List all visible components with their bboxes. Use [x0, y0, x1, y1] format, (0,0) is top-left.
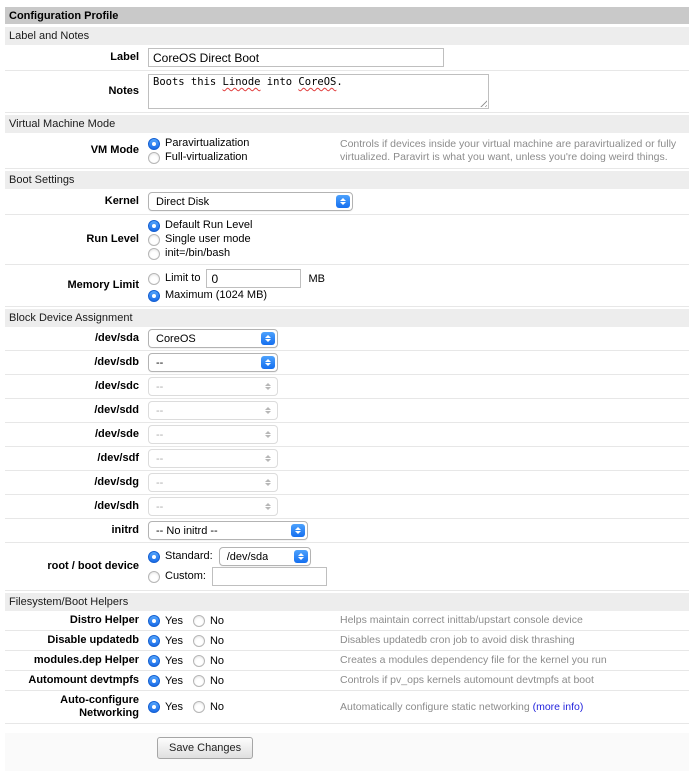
- section-virtual-machine-mode: Virtual Machine Mode: [5, 115, 689, 133]
- root-boot-device-label: root / boot device: [47, 560, 139, 572]
- dev-sdf-label: /dev/sdf: [97, 452, 139, 464]
- initrd-label: initrd: [111, 524, 139, 536]
- kernel-row: [5, 189, 689, 215]
- standard-device-option: Standard: /dev/sda: [148, 547, 689, 566]
- dev-sde-select: --: [148, 425, 278, 444]
- select-stepper-icon: [261, 380, 275, 393]
- distro-helper-no-radio[interactable]: [193, 615, 205, 627]
- form-footer: [5, 733, 689, 771]
- distro-helper-label: Distro Helper: [69, 614, 139, 626]
- auto-configure-networking-no-radio[interactable]: [193, 701, 205, 713]
- limit-to-radio[interactable]: [148, 273, 160, 285]
- auto-configure-networking-label: Auto-configure Networking: [60, 694, 139, 719]
- dev-sdg-label: /dev/sdg: [94, 476, 139, 488]
- disable-updatedb-help-text: Disables updatedb cron job to avoid disk thrashing: [340, 634, 575, 646]
- vm-mode-row: [5, 133, 689, 169]
- full-virtualization-radio[interactable]: [148, 152, 160, 164]
- automount-devtmpfs-row: Automount devtmpfs Yes No Controls if pv_ops kernels automount devtmpfs at boot: [5, 671, 689, 691]
- default-run-level-radio[interactable]: [148, 220, 160, 232]
- maximum-memory-option[interactable]: Maximum (1024 MB): [148, 289, 689, 302]
- modules-dep-helper-label: modules.dep Helper: [33, 654, 139, 666]
- kernel-select[interactable]: Direct Disk: [148, 192, 353, 211]
- dev-sde-label: /dev/sde: [94, 428, 139, 440]
- init-binbash-option[interactable]: init=/bin/bash: [148, 247, 689, 260]
- select-stepper-icon: [261, 476, 275, 489]
- auto-configure-networking-row: Auto-configure Networking Yes No Automatically configure static networking (more info): [5, 691, 689, 724]
- root-boot-device-row: [5, 543, 689, 591]
- automount-devtmpfs-yes-radio[interactable]: [148, 675, 160, 687]
- dev-sde-row: [5, 423, 689, 447]
- select-stepper-icon: [336, 195, 350, 208]
- memory-unit-label: MB: [308, 272, 325, 285]
- memory-limit-input[interactable]: [206, 269, 301, 288]
- section-filesystem-boot-helpers: Filesystem/Boot Helpers: [5, 593, 689, 611]
- dev-sda-select[interactable]: CoreOS: [148, 329, 278, 348]
- dev-sdd-row: [5, 399, 689, 423]
- initrd-row: [5, 519, 689, 543]
- disable-updatedb-no-radio[interactable]: [193, 635, 205, 647]
- dev-sdh-label: /dev/sdh: [94, 500, 139, 512]
- memory-limit-label: Memory Limit: [67, 279, 139, 291]
- page-title: Configuration Profile: [5, 7, 689, 24]
- kernel-label: Kernel: [104, 195, 139, 207]
- initrd-select[interactable]: -- No initrd --: [148, 521, 308, 540]
- dev-sdh-row: [5, 495, 689, 519]
- dev-sdc-label: /dev/sdc: [94, 380, 139, 392]
- select-stepper-icon: [261, 428, 275, 441]
- distro-helper-yes-radio[interactable]: [148, 615, 160, 627]
- disable-updatedb-label: Disable updatedb: [47, 634, 139, 646]
- resize-grip-icon[interactable]: [478, 98, 487, 107]
- single-user-mode-radio[interactable]: [148, 234, 160, 246]
- paravirtualization-option[interactable]: Paravirtualization: [148, 137, 340, 150]
- automount-devtmpfs-label: Automount devtmpfs: [28, 674, 139, 686]
- modules-dep-yes-radio[interactable]: [148, 655, 160, 667]
- notes-text: .: [336, 76, 343, 88]
- auto-configure-networking-help-text: Automatically configure static networking (more info): [340, 700, 584, 713]
- dev-sdd-select: --: [148, 401, 278, 420]
- full-virtualization-option[interactable]: Full-virtualization: [148, 151, 340, 164]
- select-stepper-icon: [291, 524, 305, 537]
- notes-text: Boots this: [153, 76, 223, 88]
- dev-sda-row: [5, 327, 689, 351]
- notes-textarea[interactable]: [148, 74, 489, 109]
- section-boot-settings: Boot Settings: [5, 171, 689, 189]
- distro-helper-help-text: Helps maintain correct inittab/upstart console device: [340, 614, 583, 626]
- maximum-memory-radio[interactable]: [148, 290, 160, 302]
- section-block-device-assignment: Block Device Assignment: [5, 309, 689, 327]
- vm-mode-label: VM Mode: [90, 144, 139, 156]
- standard-device-radio[interactable]: [148, 551, 160, 563]
- custom-device-option: Custom:: [148, 567, 689, 586]
- dev-sdg-row: [5, 471, 689, 495]
- label-row: [5, 45, 689, 71]
- dev-sdf-select: --: [148, 449, 278, 468]
- dev-sdg-select: --: [148, 473, 278, 492]
- run-level-row: [5, 215, 689, 265]
- dev-sdf-row: [5, 447, 689, 471]
- automount-devtmpfs-no-radio[interactable]: [193, 675, 205, 687]
- auto-configure-networking-yes-radio[interactable]: [148, 701, 160, 713]
- custom-device-input[interactable]: [212, 567, 327, 586]
- dev-sdh-select: --: [148, 497, 278, 516]
- modules-dep-help-text: Creates a modules dependency file for the kernel you run: [340, 654, 607, 666]
- save-changes-button[interactable]: Save Changes: [157, 737, 253, 759]
- disable-updatedb-yes-radio[interactable]: [148, 635, 160, 647]
- dev-sdc-row: [5, 375, 689, 399]
- modules-dep-no-radio[interactable]: [193, 655, 205, 667]
- modules-dep-helper-row: modules.dep Helper Yes No Creates a modules dependency file for the kernel you run: [5, 651, 689, 671]
- select-stepper-icon: [261, 500, 275, 513]
- section-label-and-notes: Label and Notes: [5, 27, 689, 45]
- custom-device-radio[interactable]: [148, 571, 160, 583]
- select-stepper-icon: [294, 550, 308, 563]
- select-stepper-icon: [261, 452, 275, 465]
- single-user-mode-option[interactable]: Single user mode: [148, 233, 689, 246]
- dev-sdd-label: /dev/sdd: [94, 404, 139, 416]
- limit-to-option: Limit to 0 MB: [148, 269, 689, 288]
- more-info-link[interactable]: (more info): [532, 700, 584, 713]
- distro-helper-row: Distro Helper Yes No Helps maintain correct inittab/upstart console device: [5, 611, 689, 631]
- notes-text: into: [260, 76, 299, 88]
- label-input[interactable]: [148, 48, 444, 67]
- memory-limit-row: [5, 265, 689, 307]
- notes-misspelled-word: CoreOS: [298, 76, 337, 88]
- notes-misspelled-word: Linode: [222, 76, 261, 88]
- standard-device-select[interactable]: /dev/sda: [219, 547, 311, 566]
- init-binbash-radio[interactable]: [148, 248, 160, 260]
- vm-mode-help-text: Controls if devices inside your virtual machine are paravirtualized or fully virtualized. Paravirt is what you want, unless you're doing weird things.: [340, 137, 677, 163]
- run-level-label: Run Level: [86, 233, 139, 245]
- paravirtualization-radio[interactable]: [148, 138, 160, 150]
- dev-sdb-label: /dev/sdb: [94, 356, 139, 368]
- disable-updatedb-row: Disable updatedb Yes No Disables updatedb cron job to avoid disk thrashing: [5, 631, 689, 651]
- select-stepper-icon: [261, 404, 275, 417]
- dev-sda-label: /dev/sda: [94, 332, 139, 344]
- automount-devtmpfs-help-text: Controls if pv_ops kernels automount devtmpfs at boot: [340, 674, 594, 686]
- notes-field-label: Notes: [108, 85, 139, 97]
- select-stepper-icon: [261, 356, 275, 369]
- dev-sdb-row: [5, 351, 689, 375]
- label-field-label: Label: [110, 51, 139, 63]
- dev-sdc-select: --: [148, 377, 278, 396]
- default-run-level-option[interactable]: Default Run Level: [148, 219, 689, 232]
- dev-sdb-select[interactable]: --: [148, 353, 278, 372]
- select-stepper-icon: [261, 332, 275, 345]
- notes-row: [5, 71, 689, 113]
